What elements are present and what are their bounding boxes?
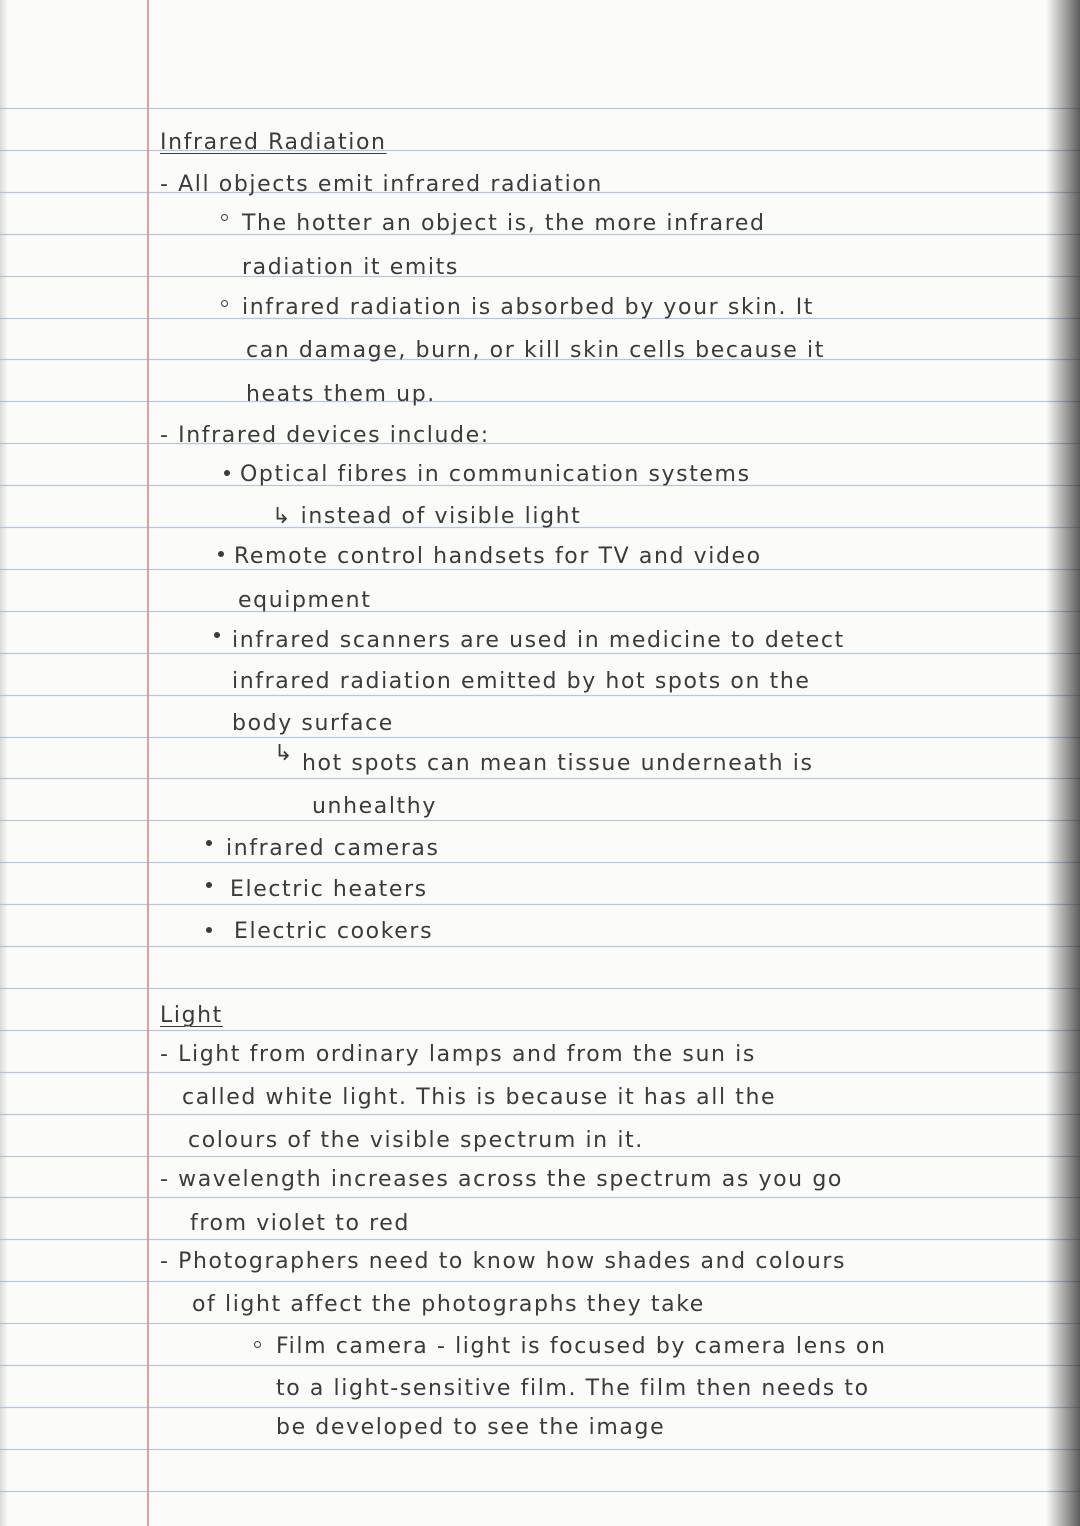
page-right-shadow bbox=[1046, 0, 1080, 1526]
light-point1-line1: - Light from ordinary lamps and from the sun is bbox=[160, 1042, 756, 1067]
bullet-ring-icon bbox=[221, 214, 228, 221]
infrared-sub2-line1: infrared radiation is absorbed by your skin. It bbox=[242, 295, 815, 320]
device-cameras: infrared cameras bbox=[226, 836, 440, 861]
device-scanners-line1: infrared scanners are used in medicine to detect bbox=[232, 628, 845, 653]
bullet-dot-icon bbox=[214, 632, 220, 638]
infrared-sub2-line3: heats them up. bbox=[246, 382, 436, 407]
infrared-point-1: - All objects emit infrared radiation bbox=[160, 172, 603, 197]
light-point2-line1: - wavelength increases across the spectrum as you go bbox=[160, 1167, 843, 1192]
device-scanners-line3: body surface bbox=[232, 711, 394, 736]
device-scanners-note-line2: unhealthy bbox=[312, 794, 437, 819]
bullet-dot-icon bbox=[206, 882, 212, 888]
light-point1-line3: colours of the visible spectrum in it. bbox=[188, 1128, 644, 1153]
page-left-edge bbox=[0, 0, 8, 1526]
bullet-ring-icon bbox=[254, 1341, 261, 1348]
device-cookers: Electric cookers bbox=[234, 919, 434, 944]
light-point3-line1: - Photographers need to know how shades and colours bbox=[160, 1249, 847, 1274]
light-heading: Light bbox=[160, 1003, 223, 1028]
device-optical-fibres-note: ↳ instead of visible light bbox=[272, 504, 582, 529]
infrared-sub2-line2: can damage, burn, or kill skin cells because it bbox=[246, 338, 825, 363]
device-heaters: Electric heaters bbox=[230, 877, 428, 902]
light-sub1-line2: to a light-sensitive film. The film then needs to bbox=[276, 1376, 870, 1401]
bullet-dot-icon bbox=[218, 551, 224, 557]
device-remote-line2: equipment bbox=[238, 588, 372, 613]
device-scanners-note-line1: hot spots can mean tissue underneath is bbox=[302, 751, 814, 776]
light-sub1-line3: be developed to see the image bbox=[276, 1415, 666, 1440]
light-point2-line2: from violet to red bbox=[190, 1211, 410, 1236]
bullet-dot-icon bbox=[206, 840, 212, 846]
infrared-heading: Infrared Radiation bbox=[160, 130, 387, 155]
bullet-dot-icon bbox=[224, 470, 230, 476]
infrared-sub1-line2: radiation it emits bbox=[242, 255, 459, 280]
device-scanners-line2: infrared radiation emitted by hot spots on the bbox=[232, 669, 811, 694]
bullet-dot-icon bbox=[206, 927, 212, 933]
bullet-ring-icon bbox=[221, 300, 228, 307]
device-optical-fibres: Optical fibres in communication systems bbox=[240, 462, 751, 487]
infrared-sub1-line1: The hotter an object is, the more infrared bbox=[242, 211, 766, 236]
device-remote-line1: Remote control handsets for TV and video bbox=[234, 544, 762, 569]
light-point3-line2: of light affect the photographs they take bbox=[192, 1292, 705, 1317]
margin-line bbox=[147, 0, 149, 1526]
arrow-icon: ↳ bbox=[274, 741, 295, 766]
infrared-point-2: - Infrared devices include: bbox=[160, 423, 490, 448]
light-sub1-line1: Film camera - light is focused by camera lens on bbox=[276, 1334, 887, 1359]
light-point1-line2: called white light. This is because it has all the bbox=[182, 1085, 777, 1110]
